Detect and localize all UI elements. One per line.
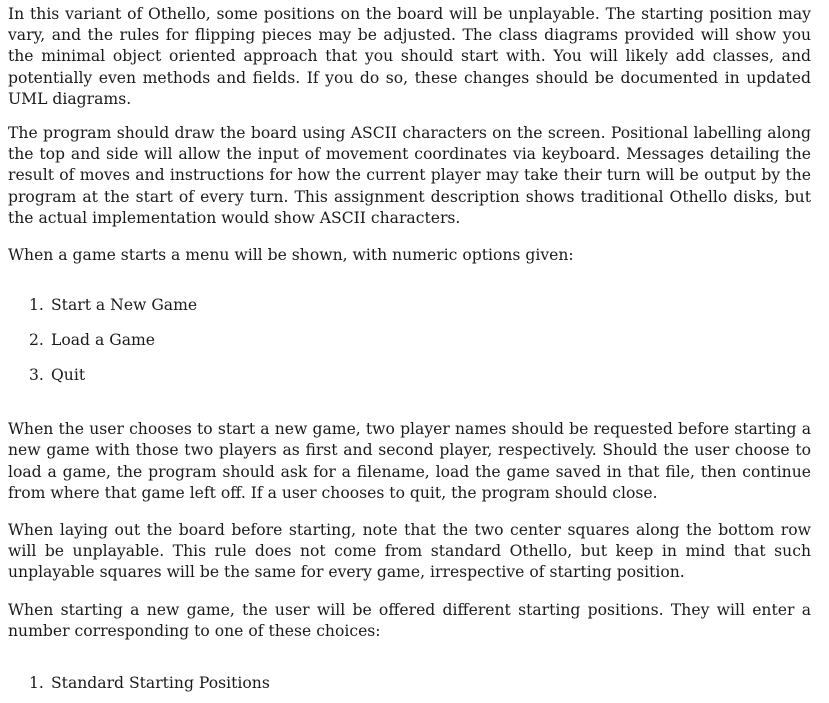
list-item-label: Load a Game <box>51 331 156 350</box>
paragraph-starting-positions: When starting a new game, the user will be offered different starting positions. They will enter a number corresponding to one of these choices: <box>8 600 811 640</box>
list-item-label: Start a New Game <box>51 296 198 315</box>
list-item-label: Standard Starting Positions <box>51 674 270 693</box>
list-item-number: 3. <box>29 366 44 385</box>
list-item <box>8 295 811 316</box>
list-item-number: 2. <box>29 331 44 350</box>
paragraph-ascii-board: The program should draw the board using ASCII characters on the screen. Positional labelling along the top and side will allow the input of movement coordinates via keyboard. Messages detailing the result of moves and instructions for how the current player may take their turn will be output by the program at the start of every turn. This assignment description shows traditional Othello disks, but the actual implementation would show ASCII characters. <box>8 124 811 227</box>
document-body <box>8 4 811 694</box>
list-item-number: 1. <box>29 674 44 693</box>
list-item <box>8 330 811 351</box>
paragraph-variant-intro: In this variant of Othello, some positions on the board will be unplayable. The starting position may vary, and the rules for flipping pieces may be adjusted. The class diagrams provided will show you the minimal object oriented approach that you should start with. You will likely add classes, and potentially even methods and fields. If you do so, these changes should be documented in updated UML diagrams. <box>8 5 811 108</box>
paragraph-new-game-load-quit: When the user chooses to start a new game, two player names should be requested before starting a new game with those two players as first and second player, respectively. Should the user choose to load a game, the program should ask for a filename, load the game saved in that file, then continue from where that game left off. If a user chooses to quit, the program should close. <box>8 420 811 502</box>
menu-options-list <box>8 295 811 386</box>
paragraph-unplayable-squares: When laying out the board before starting, note that the two center squares along the bottom row will be unplayable. This rule does not come from standard Othello, but keep in mind that such unplayable squares will be the same for every game, irrespective of starting position. <box>8 521 811 582</box>
list-item-number: 1. <box>29 296 44 315</box>
list-item-label: Quit <box>51 366 86 385</box>
list-item <box>8 365 811 386</box>
paragraph-menu-intro: When a game starts a menu will be shown, with numeric options given: <box>8 246 574 265</box>
starting-options-list <box>8 673 811 694</box>
list-item <box>8 673 811 694</box>
